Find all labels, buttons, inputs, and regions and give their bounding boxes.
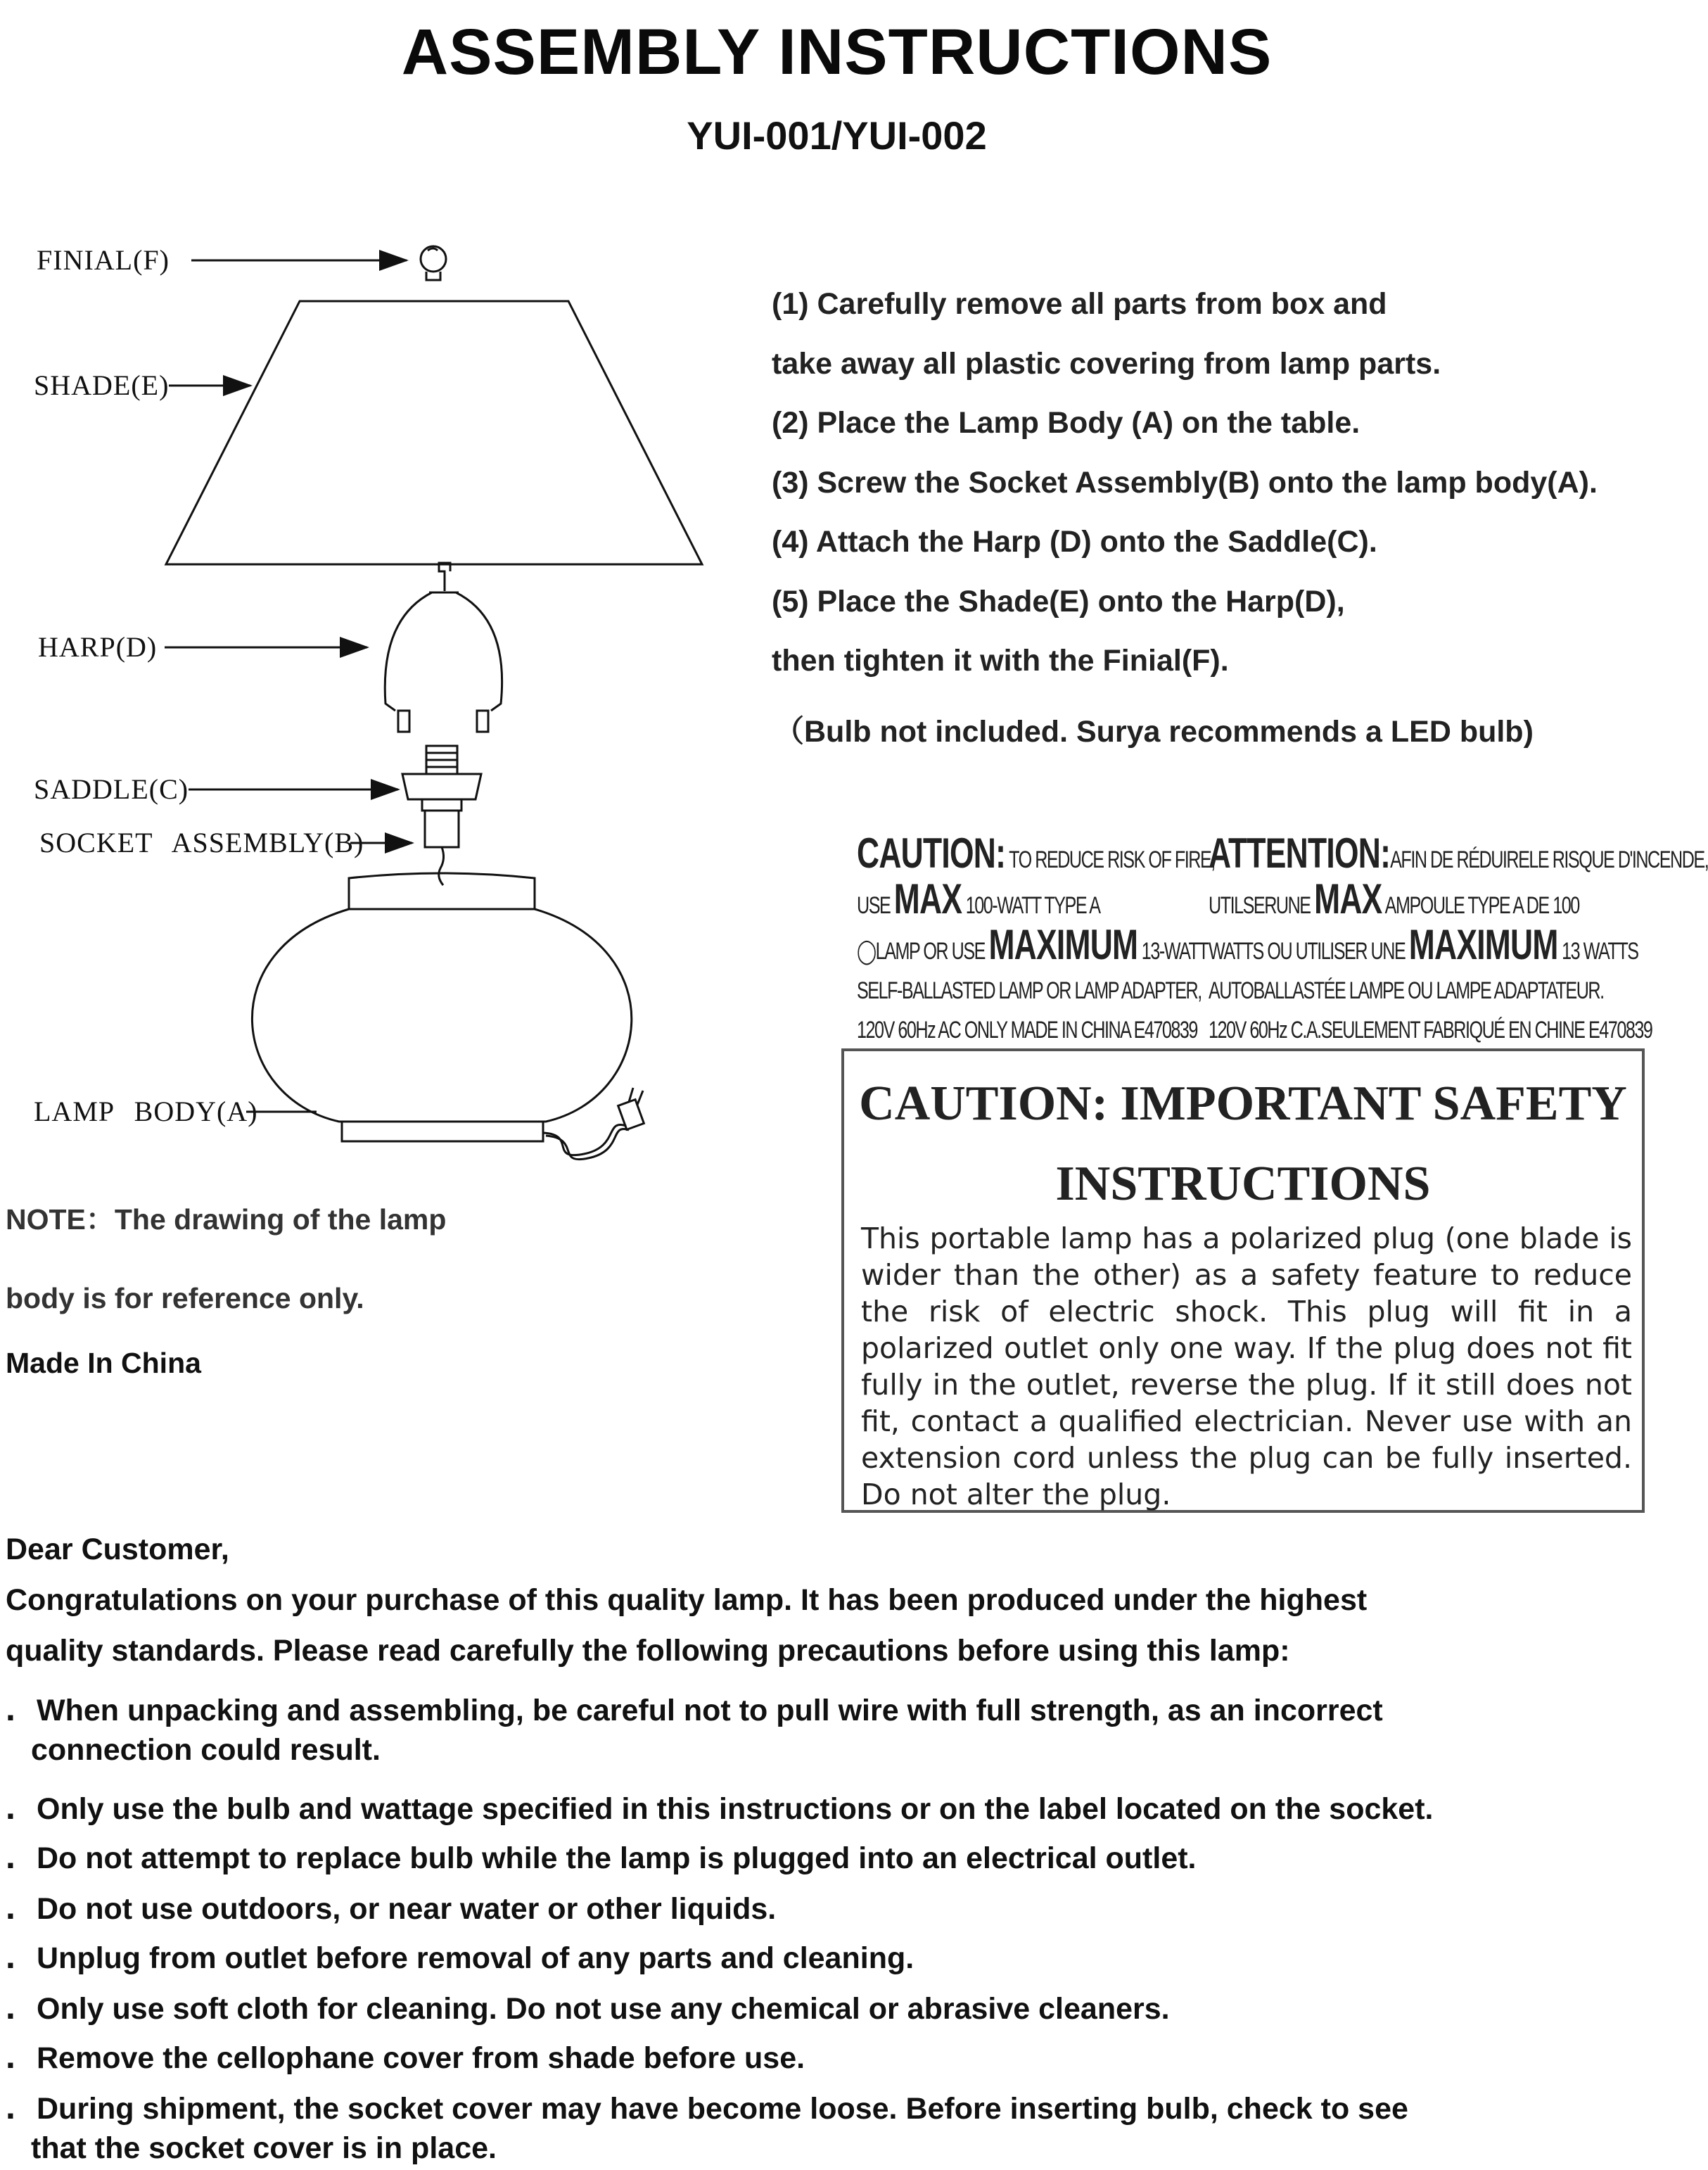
precaution-item: . Only use soft cloth for cleaning. Do not use any chemical or abrasive cleaners. (6, 1987, 1170, 2026)
shade-shape (166, 301, 702, 564)
precaution-item: . Remove the cellophane cover from shade before use. (6, 2036, 805, 2076)
safety-instructions-box (841, 1048, 1645, 1513)
precaution-item: . Do not attempt to replace bulb while the lamp is plugged into an electrical outlet. (6, 1836, 1197, 1876)
model-number: YUI-001/YUI-002 (687, 113, 987, 158)
precaution-item: . Unplug from outlet before removal of any parts and cleaning. (6, 1936, 914, 1976)
caution-rating-label (857, 830, 1708, 1043)
caution-label-french: ATTENTION:AFIN DE RÉDUIRELE RISQUE D'INCENDE, UTILSERUNE MAX AMPOULE TYPE A DE 100 WATTS OU UTILISER UNE MAXIMUM 13 WATTS AUTOBALLASTÉE LAMPE OU LAMPE ADAPTATEUR. 120V 60Hz C.A.SEULEMENT FABRIQUÉ EN CHINE E470839 (1209, 830, 1708, 1043)
part-label-socket-assembly: SOCKET ASSEMBLY(B) (39, 827, 364, 858)
bulb-note: （Bulb not included. Surya recommends a LED bulb) (774, 715, 1534, 749)
precaution-item: . During shipment, the socket cover may have become loose. Before inserting bulb, check to see that the socket cover is in place. (6, 2087, 1408, 2165)
step-2: (2) Place the Lamp Body (A) on the table. (772, 406, 1360, 440)
step-5-continued: then tighten it with the Finial(F). (772, 644, 1229, 678)
step-1: (1) Carefully remove all parts from box and (772, 287, 1387, 321)
part-label-saddle: SADDLE(C) (34, 773, 189, 805)
safety-body-text: This portable lamp has a polarized plug (one blade is wider than the other) as a safety feature to reduce the risk of electric shock. This plug will fit in a polarized outlet only one way. If the plug does not fit fully in the outlet, reverse the plug. If it still does not fit, contact a qualified electrician. Never use with an extension cord unless the plug can be fully inserted. Do not alter the plug. (861, 1222, 1632, 1511)
caution-label-english: CAUTION: TO REDUCE RISK OF FIRE, USE MAX 100-WATT TYPE A ◯LAMP OR USE MAXIMUM 13-WATT SELF-BALLASTED LAMP OR LAMP ADAPTER, 120V 60Hz AC ONLY MADE IN CHINA E470839 (857, 830, 1215, 1043)
drawing-note-line-1: NOTE：The drawing of the lamp (6, 1203, 447, 1236)
finial-shape (421, 246, 446, 272)
precaution-item: . Do not use outdoors, or near water or other liquids. (6, 1887, 777, 1927)
step-4: (4) Attach the Harp (D) onto the Saddle(C). (772, 525, 1377, 559)
drawing-note-line-2: body is for reference only. (6, 1282, 364, 1314)
step-5: (5) Place the Shade(E) onto the Harp(D), (772, 585, 1345, 618)
precaution-item: . When unpacking and assembling, be careful not to pull wire with full strength, as an incorrect connection could result. (6, 1689, 1383, 1767)
safety-title: CAUTION: IMPORTANT SAFETY INSTRUCTIONS (859, 1077, 1627, 1211)
letter-greeting: Dear Customer, (6, 1533, 229, 1566)
part-label-shade: SHADE(E) (34, 369, 170, 401)
part-label-finial: FINIAL(F) (37, 244, 170, 276)
lamp-assembly-diagram (0, 232, 703, 1168)
saddle-shape (402, 774, 481, 799)
bulb-icon: ◯ (857, 938, 876, 965)
precaution-item: . Only use the bulb and wattage specified in this instructions or on the label located on the socket. (6, 1787, 1434, 1827)
part-label-lamp-body: LAMP BODY(A) (34, 1096, 258, 1127)
made-in-china: Made In China (6, 1347, 201, 1379)
step-3: (3) Screw the Socket Assembly(B) onto the lamp body(A). (772, 466, 1598, 500)
step-1-continued: take away all plastic covering from lamp parts. (772, 347, 1441, 381)
letter-intro-line-1: Congratulations on your purchase of this quality lamp. It has been produced under the highest (6, 1583, 1368, 1617)
document-title: ASSEMBLY INSTRUCTIONS (401, 16, 1273, 88)
letter-intro-line-2: quality standards. Please read carefully the following precautions before using this lamp: (6, 1634, 1290, 1668)
lamp-body-shape (252, 909, 631, 1122)
harp-shape (385, 592, 502, 711)
part-label-harp: HARP(D) (38, 631, 158, 663)
